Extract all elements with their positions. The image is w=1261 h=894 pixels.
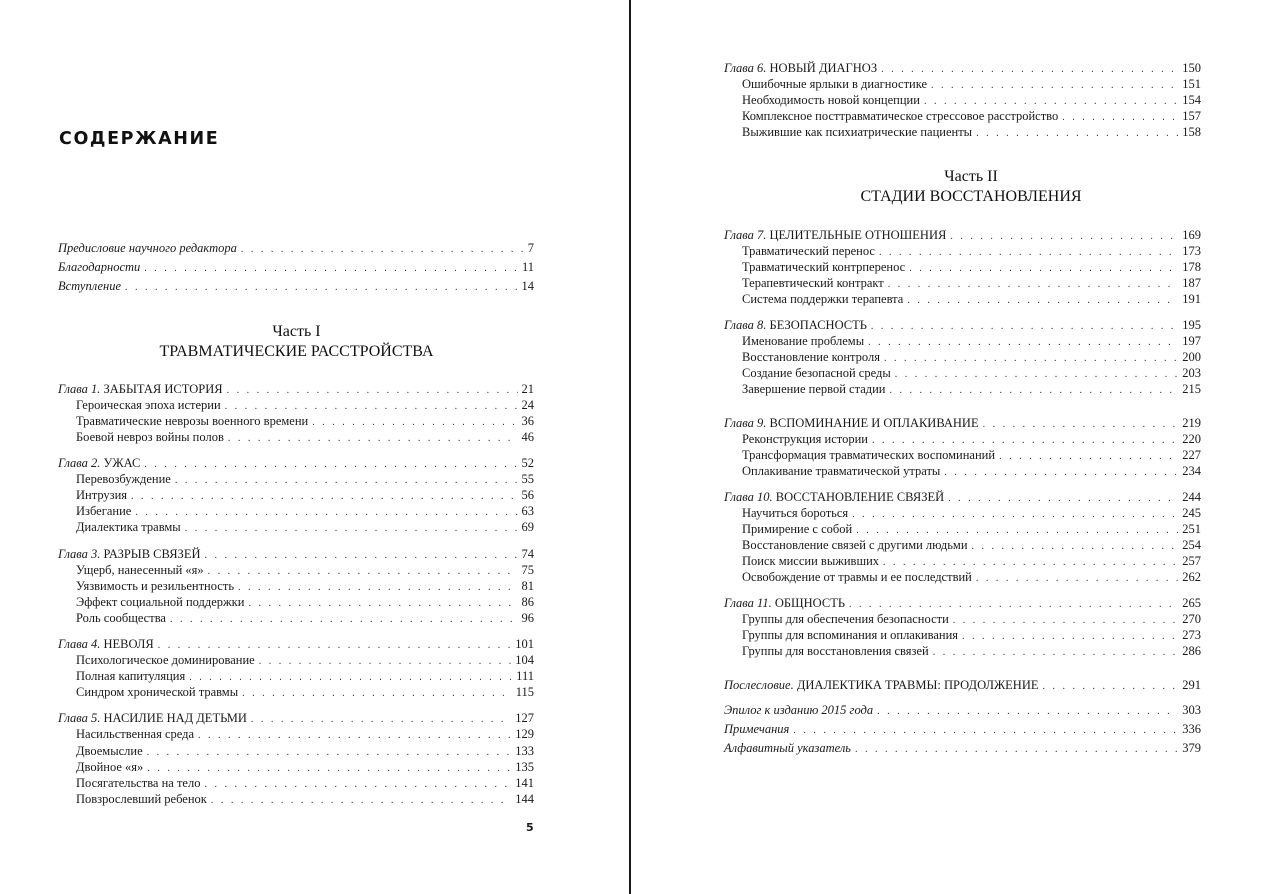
section-title: Реконструкция истории	[742, 432, 868, 446]
right-page	[632, 0, 1261, 894]
page-number: 7	[527, 241, 534, 255]
section-title: Система поддержки терапевта	[742, 292, 904, 306]
section-title: Диалектика травмы	[76, 520, 181, 534]
page-number: 291	[1182, 678, 1201, 692]
page-number: 75	[521, 563, 534, 577]
toc-section-entry[interactable]	[724, 124, 1201, 140]
afterword-prefix: Послесловие.	[724, 678, 794, 692]
section-title: Избегание	[76, 504, 132, 518]
section-title: Посягательства на тело	[76, 776, 201, 790]
part-label: Часть I	[272, 323, 321, 340]
section-title: Примирение с собой	[742, 522, 853, 536]
dot-leader	[198, 728, 511, 744]
page-number: 14	[521, 279, 534, 293]
chapter-prefix: Глава 5.	[58, 711, 101, 725]
section-title: Группы для обеспечения безопасности	[742, 612, 949, 626]
page-number: 96	[521, 611, 534, 625]
toc-section-entry[interactable]	[58, 519, 534, 535]
toc-chapter-entry[interactable]	[58, 710, 534, 726]
dot-leader	[976, 126, 1178, 142]
page-number: 133	[515, 744, 534, 758]
page-number: 52	[521, 456, 534, 470]
dot-leader	[877, 704, 1178, 720]
section-title: Поиск миссии выживших	[742, 554, 880, 568]
dot-leader	[228, 431, 518, 447]
part-title: СТАДИИ ВОССТАНОВЛЕНИЯ	[860, 188, 1082, 205]
chapter-title: РАЗРЫВ СВЯЗЕЙ	[103, 547, 201, 561]
part-title: ТРАВМАТИЧЕСКИЕ РАССТРОЙСТВА	[159, 343, 434, 360]
chapter-title: НЕВОЛЯ	[103, 637, 154, 651]
section-title: Двоемыслие	[76, 744, 143, 758]
page-number: 81	[521, 579, 534, 593]
toc-entry-afterword[interactable]	[724, 677, 1201, 693]
page-number: 169	[1182, 228, 1201, 242]
page-folio: 5	[526, 821, 534, 834]
entry-title: Благодарности	[58, 260, 141, 274]
chapter-title: ЦЕЛИТЕЛЬНЫЕ ОТНОШЕНИЯ	[769, 228, 947, 242]
toc-section-entry[interactable]	[58, 652, 534, 668]
page-number: 227	[1182, 448, 1201, 462]
page-number: 273	[1182, 628, 1201, 642]
dot-leader	[211, 793, 511, 809]
page-number: 101	[515, 637, 534, 651]
page-number: 262	[1182, 570, 1201, 584]
page-number: 257	[1182, 554, 1201, 568]
section-title: Травматический контрперенос	[742, 260, 906, 274]
page-number: 36	[521, 414, 534, 428]
page-number: 191	[1182, 292, 1201, 306]
toc-section-entry[interactable]	[58, 487, 534, 503]
chapter-prefix: Глава 10.	[724, 490, 773, 504]
page-number: 129	[515, 727, 534, 741]
section-title: Героическая эпоха истерии	[76, 398, 221, 412]
section-title: Восстановление контроля	[742, 350, 880, 364]
toc-section-entry[interactable]	[58, 684, 534, 700]
chapter-prefix: Глава 3.	[58, 547, 101, 561]
section-title: Синдром хронической травмы	[76, 685, 239, 699]
dot-leader	[907, 293, 1178, 309]
toc-section-entry[interactable]	[724, 92, 1201, 108]
section-title: Научиться бороться	[742, 506, 849, 520]
toc-entry-back-matter[interactable]	[724, 702, 1201, 718]
toc-section-entry[interactable]	[724, 259, 1201, 275]
entry-title: Алфавитный указатель	[724, 741, 851, 755]
toc-section-entry[interactable]	[724, 291, 1201, 307]
toc-section-entry[interactable]	[58, 775, 534, 791]
toc-chapter-entry[interactable]	[58, 546, 534, 562]
toc-chapter-entry[interactable]	[724, 60, 1201, 76]
page-number: 56	[521, 488, 534, 502]
page-number: 173	[1182, 244, 1201, 258]
toc-section-entry[interactable]	[724, 349, 1201, 365]
page-number: 270	[1182, 612, 1201, 626]
toc-chapter-entry[interactable]	[724, 317, 1201, 333]
left-page	[0, 0, 630, 894]
toc-section-entry[interactable]	[724, 521, 1201, 537]
page-number: 379	[1182, 741, 1201, 755]
toc-section-entry[interactable]	[58, 791, 534, 807]
section-title: Группы для вспоминания и оплакивания	[742, 628, 959, 642]
chapter-prefix: Глава 9.	[724, 416, 767, 430]
toc-entry-front-matter[interactable]	[58, 259, 534, 275]
dot-leader	[933, 645, 1179, 661]
chapter-prefix: Глава 1.	[58, 382, 101, 396]
section-title: Восстановление связей с другими людьми	[742, 538, 968, 552]
page-number: 21	[521, 382, 534, 396]
page-number: 244	[1182, 490, 1201, 504]
chapter-title: ОБЩНОСТЬ	[774, 596, 846, 610]
section-title: Группы для восстановления связей	[742, 644, 929, 658]
toc-section-entry[interactable]	[724, 569, 1201, 585]
section-title: Роль сообщества	[76, 611, 166, 625]
section-title: Эффект социальной поддержки	[76, 595, 245, 609]
chapter-title: УЖАС	[103, 456, 141, 470]
toc-chapter-entry[interactable]	[724, 595, 1201, 611]
toc-section-entry[interactable]	[58, 610, 534, 626]
section-title: Необходимость новой концепции	[742, 93, 920, 107]
section-title: Интрузия	[76, 488, 128, 502]
page-number: 46	[521, 430, 534, 444]
section-title: Ущерб, нанесенный «я»	[76, 563, 204, 577]
dot-leader	[185, 521, 518, 537]
part-label: Часть II	[944, 168, 998, 185]
page-number: 11	[521, 260, 534, 274]
afterword-title: ДИАЛЕКТИКА ТРАВМЫ: ПРОДОЛЖЕНИЕ	[796, 678, 1039, 692]
toc-section-entry[interactable]	[724, 463, 1201, 479]
toc-section-entry[interactable]	[58, 743, 534, 759]
dot-leader	[144, 261, 518, 277]
page-number: 115	[515, 685, 534, 699]
dot-leader	[125, 280, 517, 296]
page-number: 86	[521, 595, 534, 609]
page-number: 24	[521, 398, 534, 412]
section-title: Трансформация травматических воспоминаний	[742, 448, 996, 462]
toc-chapter-entry[interactable]	[58, 455, 534, 471]
section-title: Именование проблемы	[742, 334, 865, 348]
page-number: 135	[515, 760, 534, 774]
page-number: 178	[1182, 260, 1201, 274]
page-number: 336	[1182, 722, 1201, 736]
chapter-title: ВОССТАНОВЛЕНИЕ СВЯЗЕЙ	[775, 490, 945, 504]
toc-section-entry[interactable]	[724, 108, 1201, 124]
toc-section-entry[interactable]	[724, 365, 1201, 381]
entry-title: Примечания	[724, 722, 790, 736]
dot-leader	[170, 612, 518, 628]
toc-section-entry[interactable]	[724, 505, 1201, 521]
page-number: 286	[1182, 644, 1201, 658]
toc-section-entry[interactable]	[724, 76, 1201, 92]
toc-section-entry[interactable]	[58, 471, 534, 487]
chapter-prefix: Глава 4.	[58, 637, 101, 651]
page-number: 74	[521, 547, 534, 561]
page-number: 303	[1182, 703, 1201, 717]
chapter-title: НАСИЛИЕ НАД ДЕТЬМИ	[103, 711, 247, 725]
toc-section-entry[interactable]	[724, 643, 1201, 659]
section-title: Травматические неврозы военного времени	[76, 414, 309, 428]
dot-leader	[241, 242, 524, 258]
toc-entry-front-matter[interactable]	[58, 278, 534, 294]
dot-leader	[889, 383, 1178, 399]
toc-section-entry[interactable]	[724, 447, 1201, 463]
page-number: 215	[1182, 382, 1201, 396]
toc-chapter-entry[interactable]	[58, 636, 534, 652]
section-title: Создание безопасной среды	[742, 366, 891, 380]
dot-leader	[855, 742, 1178, 758]
chapter-prefix: Глава 8.	[724, 318, 767, 332]
page-number: 203	[1182, 366, 1201, 380]
page-number: 144	[515, 792, 534, 806]
toc-section-entry[interactable]	[58, 397, 534, 413]
chapter-prefix: Глава 6.	[724, 61, 767, 75]
section-title: Повзрослевший ребенок	[76, 792, 207, 806]
section-title: Боевой невроз войны полов	[76, 430, 224, 444]
page-number: 151	[1182, 77, 1201, 91]
page-number: 197	[1182, 334, 1201, 348]
entry-title: Вступление	[58, 279, 122, 293]
dot-leader	[242, 686, 512, 702]
page-number: 141	[515, 776, 534, 790]
section-title: Ошибочные ярлыки в диагностике	[742, 77, 928, 91]
dot-leader	[1042, 679, 1178, 695]
section-title: Оплакивание травматической утраты	[742, 464, 941, 478]
part-heading	[150, 322, 443, 362]
page-number: 154	[1182, 93, 1201, 107]
toc-section-entry[interactable]	[724, 611, 1201, 627]
page-number: 195	[1182, 318, 1201, 332]
toc-chapter-entry[interactable]	[724, 415, 1201, 431]
toc-section-entry[interactable]	[58, 503, 534, 519]
section-title: Завершение первой стадии	[742, 382, 886, 396]
toc-entry-back-matter[interactable]	[724, 721, 1201, 737]
section-title: Терапевтический контракт	[742, 276, 884, 290]
section-title: Травматический перенос	[742, 244, 875, 258]
toc-section-entry[interactable]	[58, 562, 534, 578]
toc-heading: СОДЕРЖАНИЕ	[59, 129, 220, 149]
page-number: 158	[1182, 125, 1201, 139]
page-number: 220	[1182, 432, 1201, 446]
section-title: Двойное «я»	[76, 760, 144, 774]
toc-entry-front-matter[interactable]	[58, 240, 534, 256]
toc-section-entry[interactable]	[724, 381, 1201, 397]
page-number: 127	[515, 711, 534, 725]
toc-section-entry[interactable]	[724, 275, 1201, 291]
chapter-prefix: Глава 11.	[724, 596, 772, 610]
entry-title: Эпилог к изданию 2015 года	[724, 703, 874, 717]
toc-section-entry[interactable]	[724, 627, 1201, 643]
toc-chapter-entry[interactable]	[724, 227, 1201, 243]
part-heading	[846, 167, 1096, 207]
section-title: Выжившие как психиатрические пациенты	[742, 125, 973, 139]
page-number: 234	[1182, 464, 1201, 478]
page-number: 150	[1182, 61, 1201, 75]
toc-section-entry[interactable]	[724, 537, 1201, 553]
page-number: 111	[516, 669, 534, 683]
dot-leader	[944, 465, 1178, 481]
page-number: 251	[1182, 522, 1201, 536]
chapter-title: ВСПОМИНАНИЕ И ОПЛАКИВАНИЕ	[769, 416, 979, 430]
page-number: 219	[1182, 416, 1201, 430]
section-title: Полная капитуляция	[76, 669, 186, 683]
toc-section-entry[interactable]	[58, 759, 534, 775]
page-number: 254	[1182, 538, 1201, 552]
page-number: 265	[1182, 596, 1201, 610]
toc-section-entry[interactable]	[58, 413, 534, 429]
entry-title: Предисловие научного редактора	[58, 241, 237, 255]
toc-section-entry[interactable]	[58, 578, 534, 594]
section-title: Уязвимость и резильентность	[76, 579, 235, 593]
dot-leader	[976, 571, 1178, 587]
section-title: Комплексное посттравматическое стрессовое расстройство	[742, 109, 1059, 123]
page-number: 157	[1182, 109, 1201, 123]
toc-chapter-entry[interactable]	[724, 489, 1201, 505]
page-number: 69	[521, 520, 534, 534]
toc-section-entry[interactable]	[58, 726, 534, 742]
page-number: 63	[521, 504, 534, 518]
page-number: 187	[1182, 276, 1201, 290]
section-title: Насильственная среда	[76, 727, 195, 741]
toc-entry-back-matter[interactable]	[724, 740, 1201, 756]
toc-section-entry[interactable]	[724, 243, 1201, 259]
chapter-prefix: Глава 2.	[58, 456, 101, 470]
section-title: Перевозбуждение	[76, 472, 171, 486]
section-title: Психологическое доминирование	[76, 653, 255, 667]
page-number: 245	[1182, 506, 1201, 520]
toc-section-entry[interactable]	[724, 553, 1201, 569]
chapter-title: БЕЗОПАСНОСТЬ	[769, 318, 867, 332]
chapter-title: ЗАБЫТАЯ ИСТОРИЯ	[103, 382, 223, 396]
chapter-prefix: Глава 7.	[724, 228, 767, 242]
page-number: 200	[1182, 350, 1201, 364]
toc-section-entry[interactable]	[58, 594, 534, 610]
dot-leader	[793, 723, 1178, 739]
toc-section-entry[interactable]	[724, 333, 1201, 349]
toc-section-entry[interactable]	[58, 429, 534, 445]
toc-section-entry[interactable]	[58, 668, 534, 684]
section-title: Освобождение от травмы и ее последствий	[742, 570, 972, 584]
page-number: 104	[515, 653, 534, 667]
toc-section-entry[interactable]	[724, 431, 1201, 447]
chapter-title: НОВЫЙ ДИАГНОЗ	[769, 61, 878, 75]
toc-chapter-entry[interactable]	[58, 381, 534, 397]
page-number: 55	[521, 472, 534, 486]
